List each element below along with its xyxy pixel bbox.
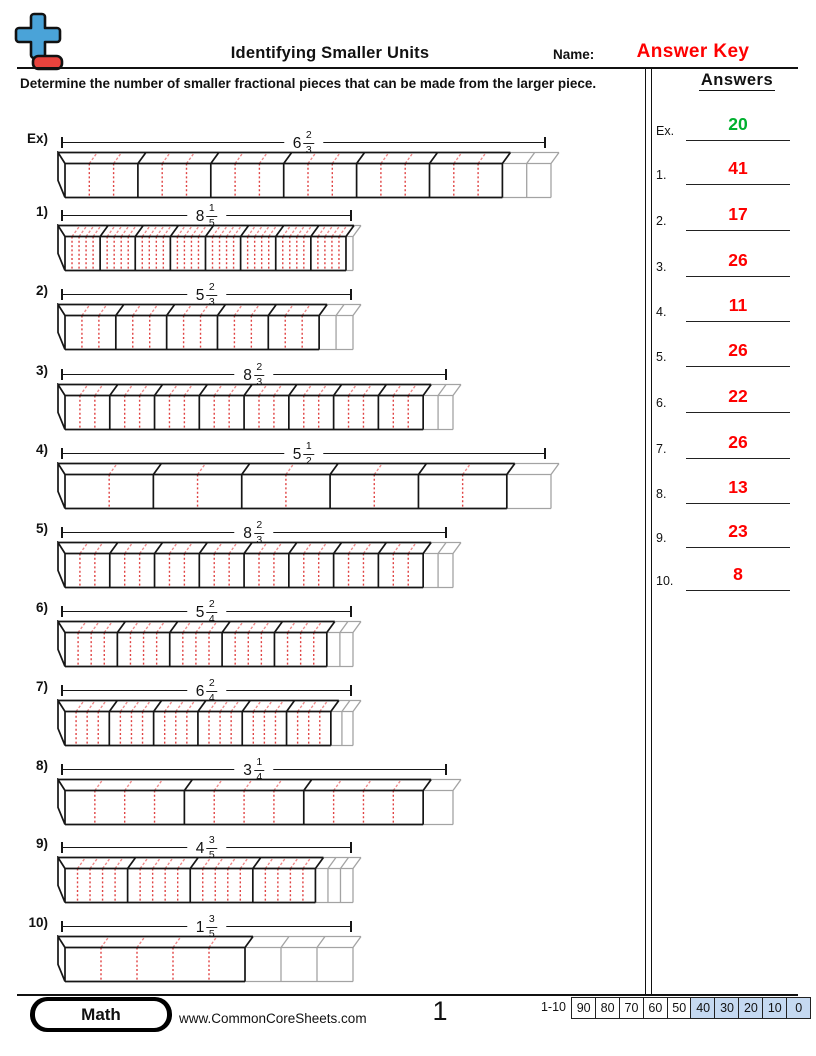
answer-value: 41 (728, 158, 748, 178)
answer-value: 23 (728, 521, 748, 541)
answer-number-label: Ex. (656, 124, 675, 138)
fraction-denominator: 2 (305, 454, 312, 467)
score-cell: 80 (595, 997, 620, 1019)
fraction-numerator: 2 (206, 678, 217, 691)
problem-number-label: Ex) (26, 131, 48, 146)
whole-number: 4 (195, 839, 205, 857)
website-text: www.CommonCoreSheets.com (179, 1011, 367, 1026)
fraction-bar-diagram (53, 778, 465, 828)
answer-underline (686, 366, 790, 367)
answer-value: 8 (733, 564, 743, 584)
problem-number-label: 6) (35, 600, 48, 615)
page-title: Identifying Smaller Units (230, 44, 430, 62)
score-cell: 30 (714, 997, 739, 1019)
problem-number-label: 7) (35, 679, 48, 694)
answer-underline (686, 503, 790, 504)
fraction-numerator: 2 (206, 282, 217, 295)
plus-minus-icon (14, 11, 66, 73)
number-line-tick (350, 289, 352, 300)
fraction-numerator: 1 (303, 441, 314, 454)
fraction-denominator: 3 (208, 295, 215, 308)
fraction-bar-diagram (53, 383, 465, 433)
number-line-tick (350, 685, 352, 696)
answer-underline (686, 184, 790, 185)
fraction-numerator: 2 (254, 362, 265, 375)
fraction-bar-diagram (53, 224, 365, 274)
problem-number-label: 3) (35, 363, 48, 378)
fraction-bar-diagram (53, 856, 365, 906)
whole-number: 5 (195, 603, 205, 621)
answer-value: 26 (728, 432, 748, 452)
number-line-tick (350, 842, 352, 853)
number-line-tick (61, 764, 63, 775)
subject-badge-label: Math (35, 1001, 167, 1028)
answer-row (654, 204, 798, 232)
fraction-bar-diagram (53, 462, 563, 512)
number-line-tick (61, 289, 63, 300)
answer-row (654, 477, 798, 505)
score-cell: 50 (667, 997, 692, 1019)
score-cell: 0 (786, 997, 811, 1019)
page-number: 1 (432, 996, 448, 1026)
answer-underline (686, 140, 790, 141)
fraction-denominator: 5 (208, 848, 215, 861)
problem-number-label: 10) (28, 915, 48, 930)
answer-underline (686, 412, 790, 413)
problem-number-label: 1) (35, 204, 48, 219)
answer-value: 26 (728, 340, 748, 360)
whole-number: 8 (243, 366, 252, 384)
fraction-bar-diagram (53, 620, 365, 670)
number-line-tick (445, 527, 447, 538)
answer-underline (686, 276, 790, 277)
fraction-denominator: 4 (256, 770, 263, 783)
answer-number-label: 6. (656, 396, 667, 410)
answer-value: 20 (728, 114, 748, 134)
fraction-numerator: 3 (206, 914, 217, 927)
answer-row (654, 340, 798, 368)
whole-number: 1 (195, 918, 205, 936)
answer-number-label: 9. (656, 531, 667, 545)
answers-heading: Answers (700, 71, 774, 89)
answer-row (654, 564, 798, 592)
number-line-tick (61, 369, 63, 380)
fraction-numerator: 2 (303, 130, 314, 143)
fraction-denominator: 3 (256, 375, 263, 388)
number-line-tick (61, 527, 63, 538)
name-label: Name: (553, 47, 595, 62)
fraction-numerator: 1 (254, 757, 265, 770)
answer-underline (686, 458, 790, 459)
number-line-tick (61, 842, 63, 853)
score-cell: 10 (762, 997, 787, 1019)
score-cell: 40 (690, 997, 715, 1019)
answer-number-label: 7. (656, 442, 667, 456)
header-rule (17, 67, 798, 70)
number-line-tick (61, 921, 63, 932)
fraction-denominator: 3 (305, 143, 312, 156)
score-strip (571, 997, 811, 1019)
answer-number-label: 8. (656, 487, 667, 501)
answer-number-label: 5. (656, 350, 667, 364)
whole-number: 8 (195, 207, 205, 225)
number-line-tick (350, 921, 352, 932)
answer-key-label: Answer Key (636, 41, 750, 62)
fraction-numerator: 2 (206, 599, 217, 612)
whole-number: 6 (292, 134, 302, 152)
fraction-numerator: 3 (206, 835, 217, 848)
answer-row (654, 295, 798, 323)
answer-row (654, 250, 798, 278)
fraction-denominator: 5 (208, 927, 215, 940)
answer-number-label: 10. (656, 574, 674, 588)
answer-underline (686, 547, 790, 548)
fraction-bar-diagram (53, 935, 365, 985)
answer-row (654, 432, 798, 460)
problem-number-label: 4) (35, 442, 48, 457)
answer-value: 26 (728, 250, 748, 270)
fraction-denominator: 4 (208, 612, 215, 625)
number-line-tick (544, 137, 546, 148)
answer-number-label: 3. (656, 260, 667, 274)
fraction-bar-diagram (53, 151, 563, 201)
answer-row (654, 521, 798, 549)
number-line-tick (61, 210, 63, 221)
number-line-tick (544, 448, 546, 459)
answer-number-label: 2. (656, 214, 667, 228)
problem-number-label: 8) (35, 758, 48, 773)
answer-underline (686, 321, 790, 322)
number-line-tick (61, 137, 63, 148)
answer-value: 17 (728, 204, 748, 224)
fraction-bar-diagram (53, 699, 365, 749)
number-line-tick (445, 764, 447, 775)
score-cell: 60 (643, 997, 668, 1019)
subject-badge (30, 997, 172, 1032)
score-cell: 70 (619, 997, 644, 1019)
fraction-numerator: 2 (254, 520, 265, 533)
fraction-denominator: 5 (208, 216, 215, 229)
score-cell: 90 (571, 997, 596, 1019)
instructions-text: Determine the number of smaller fractional pieces that can be made from the larger piece. (20, 76, 597, 91)
whole-number: 3 (243, 761, 252, 779)
answer-value: 13 (728, 477, 748, 497)
answer-number-label: 1. (656, 168, 667, 182)
whole-number: 6 (195, 682, 205, 700)
answer-row (654, 386, 798, 414)
number-line-tick (445, 369, 447, 380)
whole-number: 5 (292, 445, 302, 463)
problem-number-label: 2) (35, 283, 48, 298)
number-line-tick (350, 606, 352, 617)
fraction-bar-diagram (53, 541, 465, 591)
fraction-denominator: 3 (256, 533, 263, 546)
answer-value: 22 (728, 386, 748, 406)
answer-value: 11 (728, 295, 748, 315)
score-range-label: 1-10 (540, 1000, 566, 1014)
whole-number: 5 (195, 286, 205, 304)
fraction-numerator: 1 (206, 203, 217, 216)
problem-number-label: 9) (35, 836, 48, 851)
fraction-denominator: 4 (208, 691, 215, 704)
answer-number-label: 4. (656, 305, 667, 319)
answer-row (654, 114, 798, 142)
answer-row (654, 158, 798, 186)
answer-underline (686, 590, 790, 591)
score-cell: 20 (738, 997, 763, 1019)
number-line-tick (61, 685, 63, 696)
number-line-tick (61, 448, 63, 459)
answers-divider-line (645, 68, 652, 995)
number-line-tick (350, 210, 352, 221)
fraction-bar-diagram (53, 303, 365, 353)
whole-number: 8 (243, 524, 252, 542)
number-line-tick (61, 606, 63, 617)
answer-underline (686, 230, 790, 231)
problem-number-label: 5) (35, 521, 48, 536)
